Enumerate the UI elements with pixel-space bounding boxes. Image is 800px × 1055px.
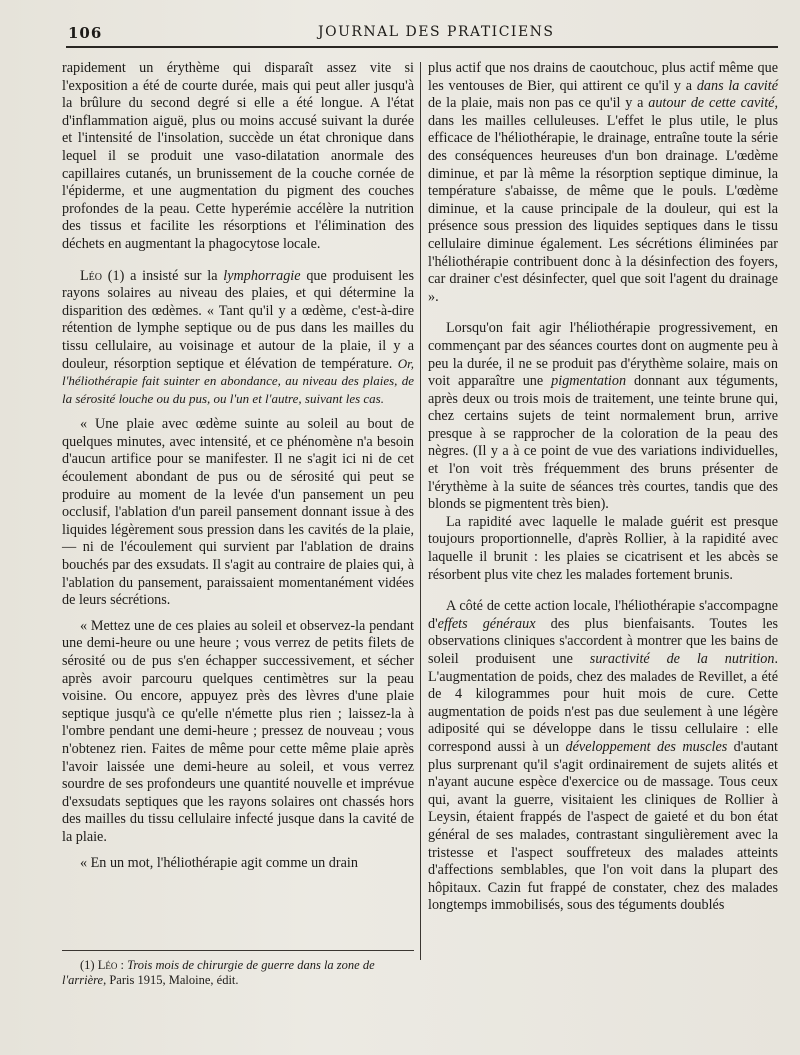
right-paragraph-2: Lorsqu'on fait agir l'héliothérapie progressivement, en commençant par des séances courtes dont on augmente peu à peu la durée, il ne se produit pas d'érythème solaire, mais on voit apparaître une pigmentation donnant aux téguments, après deux ou trois mois de traitement, une teinte brune qui, chez certains sujets de teint normalement brun, arrive presque à se rapprocher de la coloration de la peau des nègres. (Il y a à ce point de vue des variations individuelles, et l'on voit très fréquemment des bruns présenter de l'érythème à la suite de séances très courtes, tandis que des blonds se pigmentent très bien). [428,320,778,513]
left-paragraph-2: Léo (1) a insisté sur la lymphorragie que produisent les rayons solaires au niveau des plaies, et qui détermine la disparition des œdèmes. « Tant qu'il y a œdème, c'est-à-dire rétention de lymphe septique ou de pus dans les mailles du tissu cellulaire, au voisinage et autour de la plaie, il y a douleur, résorption septique et élévation de température. Or, l'héliothérapie fait suinter en abondance, au niveau des plaies, de la sérosité louche ou du pus, ou l'un et l'autre, suivant les cas. [62,267,414,406]
column-divider [420,62,421,960]
left-paragraph-3: « Une plaie avec œdème suinte au soleil au bout de quelques minutes, avec intensité, et ce phénomène n'a besoin d'aucun artifice pour se manifester. Il ne s'agit ici ni de cet écoulement abondant de pus ou de sérosité qui peut se produire au moment de la levée d'un pansement un peu occlusif, l'ablation d'un pareil pansement donnant issue à des liquides légèrement sous pression dans les cavités de la plaie, — ni de l'écoulement qui survient par l'ablation de drains bouchés par des exsudats. Il s'agit au contraire de plaies qui, à l'ablation du pansement, paraissaient momentanément vidées de leurs sécrétions. [62,416,414,609]
left-paragraph-4: « Mettez une de ces plaies au soleil et observez-la pendant une demi-heure ou une heure ; vous verrez de petits filets de sérosité ou de pus s'en échapper successivement, et sécher après avoir parcouru quelques centimètres sur la peau voisine. Ou encore, appuyez près des lèvres d'une plaie septique jusqu'à ce qu'elle n'émette plus rien ; laissez-la à l'ombre pendant une demi-heure ; pressez de nouveau ; vous n'obtenez rien. Faites de même pour cette même plaie après l'avoir laissée une demi-heure au soleil, et vous verrez sourdre de ses profondeurs une quantité nouvelle et imprévue d'exsudats septiques que les rayons solaires ont chassés hors des mailles du tissu cellulaire infecté jusque dans la cavité de la plaie. [62,617,414,845]
italic-quote: Or, l'héliothérapie fait suinter en abondance, au niveau des plaies, de la sérosité louche ou du pus, ou l'un et l'autre, suivant les cas. [62,355,414,406]
right-paragraph-3: La rapidité avec laquelle le malade guérit est presque toujours proportionnelle, d'après Rollier, à la rapidité avec laquelle il brunit : les plaies se cicatrisent et les abcès se résorbent plus vite chez les malades fortement brunis. [428,513,778,583]
header-rule [66,46,778,48]
footnote-title: Trois mois de chirurgie de guerre dans la zone de l'arrière [62,958,375,987]
journal-title: JOURNAL DES PRATICIENS [318,24,555,40]
page-number: 106 [68,24,103,42]
right-paragraph-1: plus actif que nos drains de caoutchouc, plus actif même que les ventouses de Bier, qui attirent ce qu'il y a dans la cavité de la plaie, mais non pas ce qu'il y a autour de cette cavité, dans les mailles celluleuses. L'effet le plus utile, le plus efficace de l'héliothérapie, le drainage, entraîne toute la série des conséquences heureuses d'un bon drainage. L'œdème diminue, et par là même la résorption septique diminue, la température s'abaisse, de même que le pouls. L'œdème diminue, et la cause principale de la douleur, qui est la présence sous pression des liquides septiques dans le tissu cellulaire diminue également. Les sécrétions éliminées par l'héliothérapie contribuent donc à la désinfection des foyers, car drainer c'est désinfecter, quel que soit l'agent du drainage ». [428,60,778,305]
left-paragraph-5: « En un mot, l'héliothérapie agit comme un drain [80,854,358,871]
footnote: (1) Léo : Trois mois de chirurgie de guerre dans la zone de l'arrière, Paris 1915, Maloine, édit. [62,958,375,987]
left-paragraph-1: rapidement un érythème qui disparaît assez vite si l'exposition a été de courte durée, mais qui peut aller jusqu'à la brûlure du second degré si elle a été longue. A l'état d'inflammation aiguë, plus ou moins accusé suivant la durée et l'intensité de l'insolation, succède un état chronique dans lequel il se produit une vaso-dilatation anormale des capillaires cutanés, un brunissement de la couche cornée de l'épiderme, et une augmentation du pigment des couches profondes de la peau. Cette hyperémie accélère la nutrition des tissus et facilite les résorptions et l'élimination des déchets en augmentant la phagocytose locale. [62,60,414,252]
right-paragraph-4: A côté de cette action locale, l'héliothérapie s'accompagne d'effets généraux des plus bienfaisants. Toutes les observations cliniques s'accordent à montrer que les bains de soleil produisent une suractivité de la nutrition. L'augmentation de poids, chez des malades de Revillet, a été de 4 kilogrammes pour huit mois de cure. Cette augmentation de poids n'est pas due seulement à une légère adiposité qui se développe dans le tissu cellulaire : elle correspond aussi à un développement des muscles d'autant plus surprenant qu'il s'agit ordinairement de sujets alités et n'ayant aucune espèce d'exercice ou de massage. Tous ceux qui, avant la guerre, visitaient les cliniques de Rollier à Leysin, étaient frappés de l'aspect de gaieté et du bon état général de ses malades, contrastant singulièrement avec la tristesse et l'aspect souffreteux des malades atteints d'affections semblables, que l'on voit dans la plupart des hôpitaux. Cazin fut frappé de constater, chez des malades longtemps immobilisés, sous des téguments doublés [428,598,779,914]
running-header [68,22,778,48]
author-name: Léo [80,267,102,284]
right-column [428,60,778,915]
left-column [62,60,414,872]
footnote-rule [62,950,414,951]
